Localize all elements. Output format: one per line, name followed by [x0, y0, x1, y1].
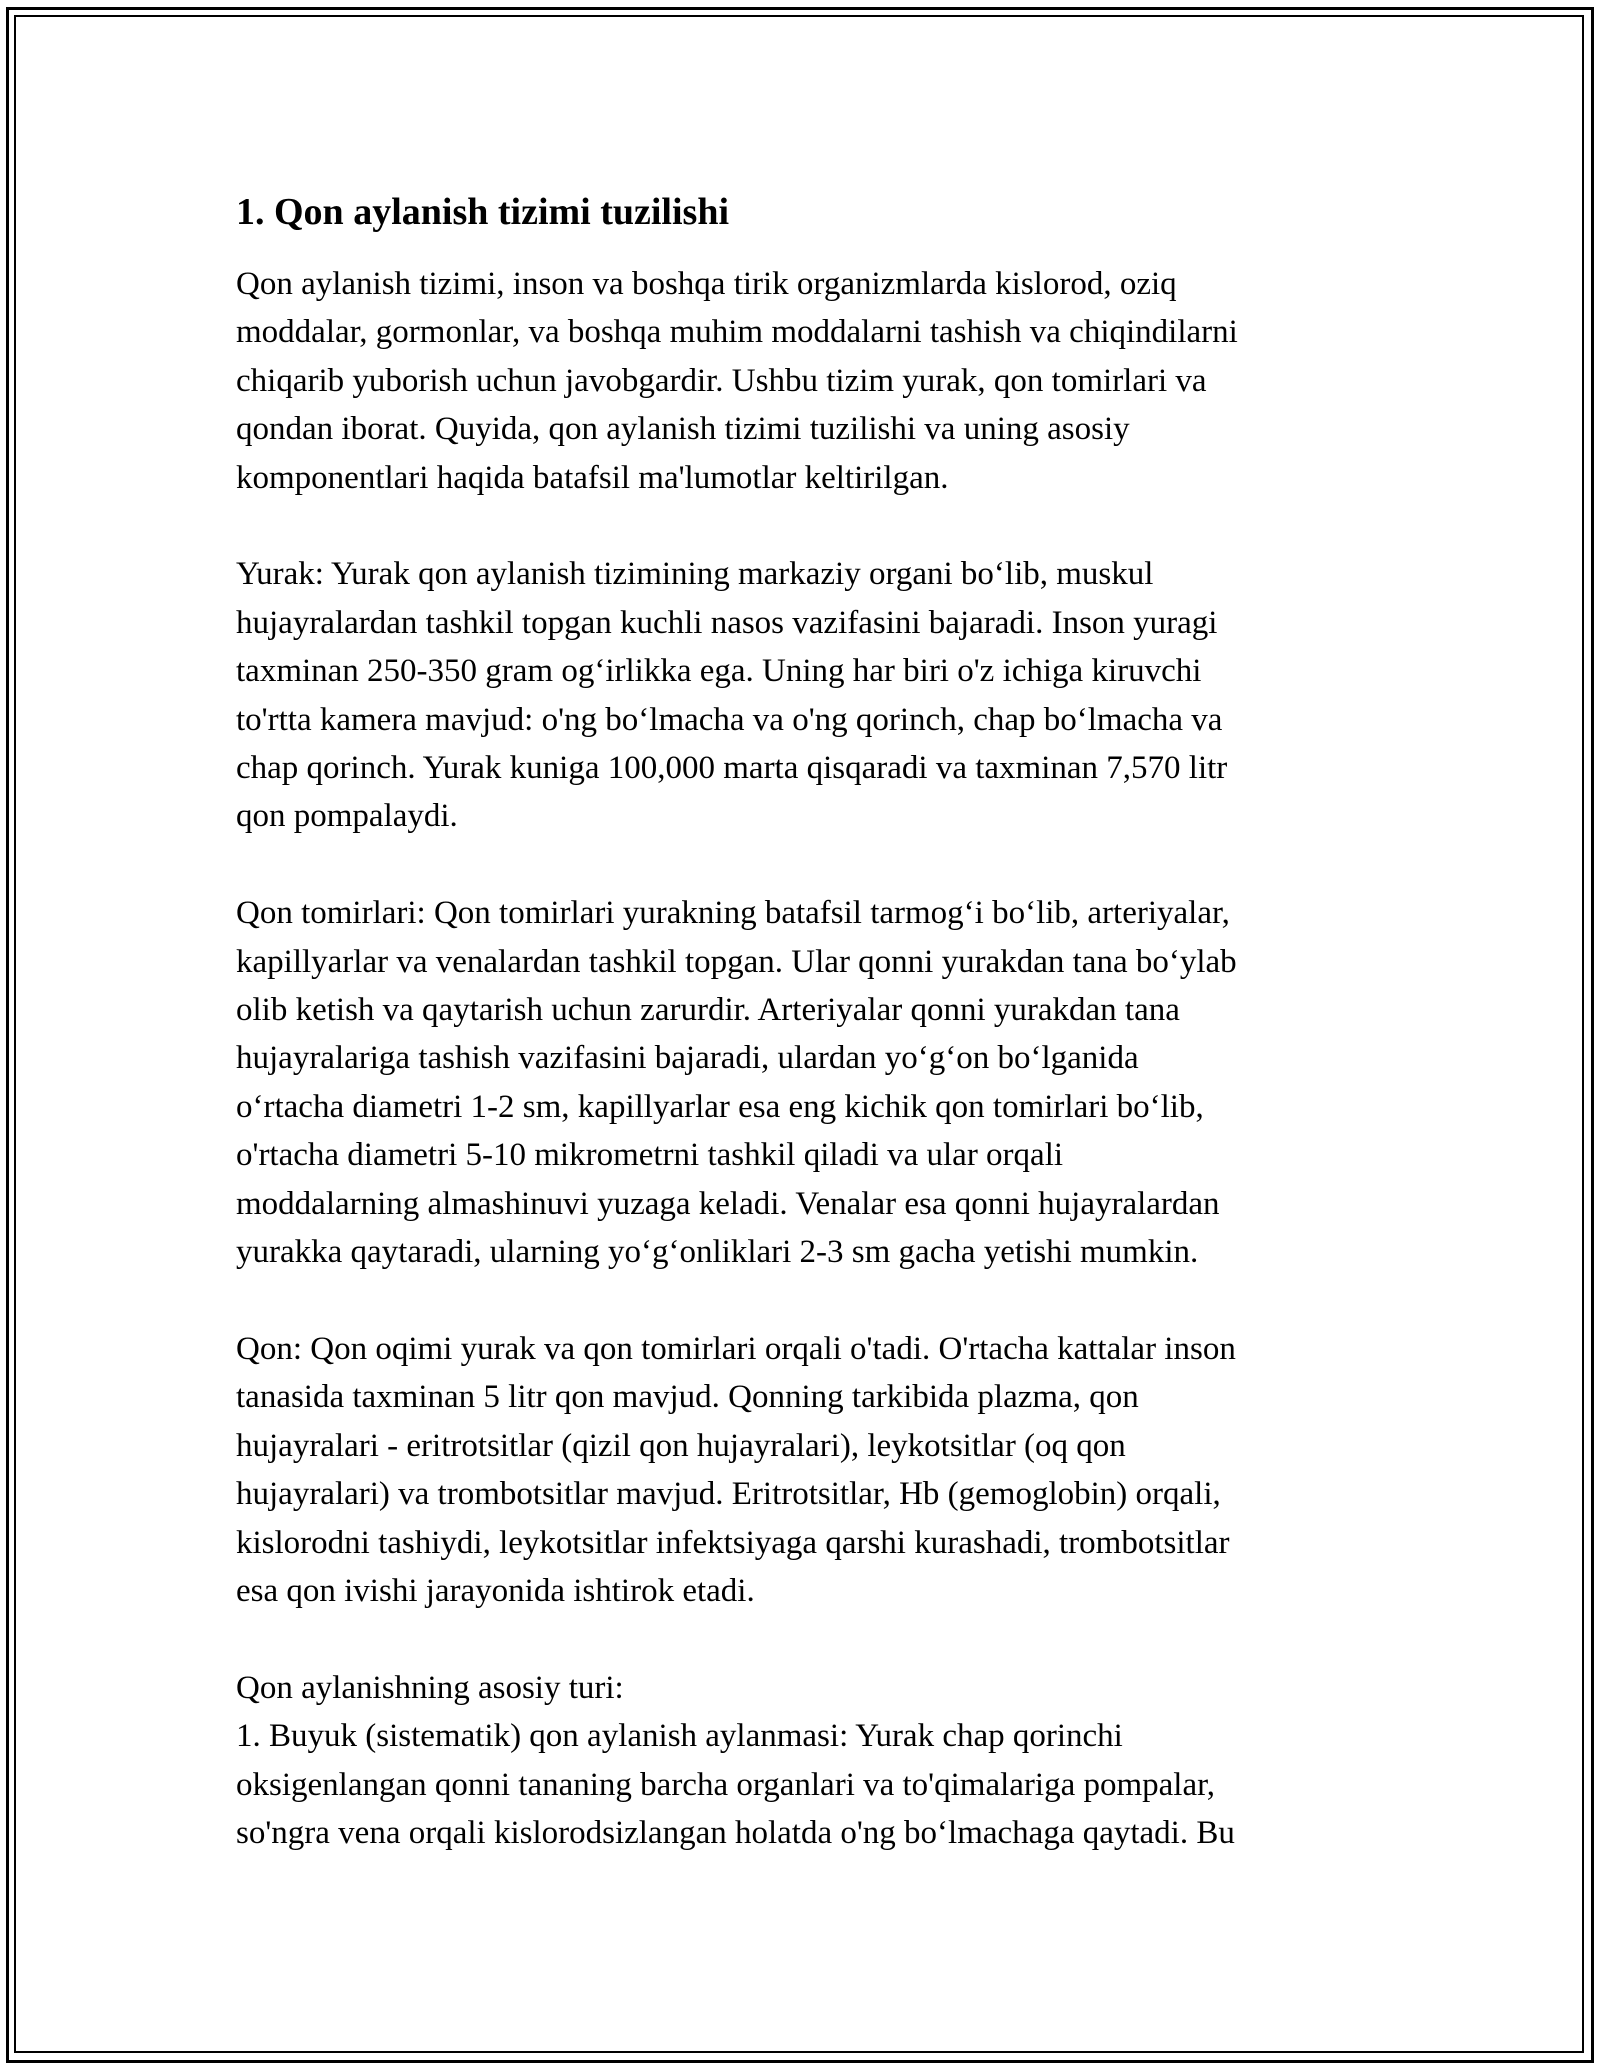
text-line: olib ketish va qaytarish uchun zarurdir. Arteriyalar qonni yurakdan tana [236, 992, 1180, 1029]
text-line: qon pompalaydi. [236, 798, 458, 835]
paragraph-intro [236, 260, 1366, 502]
document-page [236, 188, 1366, 1857]
text-line: hujayralari - eritrotsitlar (qizil qon hujayralari), leykotsitlar (oq qon [236, 1427, 1126, 1464]
text-line: Qon: Qon oqimi yurak va qon tomirlari orqali o'tadi. O'rtacha kattalar inson [236, 1330, 1236, 1367]
text-line: moddalarning almashinuvi yuzaga keladi. Venalar esa qonni hujayralardan [236, 1185, 1220, 1222]
paragraph-vessels [236, 889, 1366, 1276]
text-line: oksigenlangan qonni tananing barcha organlari va to'qimalariga pompalar, [236, 1766, 1216, 1803]
text-line: to'rtta kamera mavjud: o'ng bo‘lmacha va o'ng qorinch, chap bo‘lmacha va [236, 701, 1223, 738]
text-line: hujayralari) va trombotsitlar mavjud. Eritrotsitlar, Hb (gemoglobin) orqali, [236, 1476, 1221, 1513]
text-line: hujayralardan tashkil topgan kuchli nasos vazifasini bajaradi. Inson yuragi [236, 604, 1218, 641]
text-line: o'rtacha diametri 5-10 mikrometrni tashkil qiladi va ular orqali [236, 1137, 1064, 1174]
text-line: Qon tomirlari: Qon tomirlari yurakning batafsil tarmog‘i bo‘lib, arteriyalar, [236, 895, 1230, 932]
text-line: komponentlari haqida batafsil ma'lumotlar keltirilgan. [236, 459, 949, 496]
text-line: tanasida taxminan 5 litr qon mavjud. Qonning tarkibida plazma, qon [236, 1379, 1139, 1416]
text-line: esa qon ivishi jarayonida ishtirok etadi. [236, 1572, 755, 1609]
text-line: yurakka qaytaradi, ularning yo‘g‘onliklari 2-3 sm gacha yetishi mumkin. [236, 1234, 1199, 1271]
text-line: chiqarib yuborish uchun javobgardir. Ushbu tizim yurak, qon tomirlari va [236, 362, 1207, 399]
text-line: Qon aylanish tizimi, inson va boshqa tirik organizmlarda kislorod, oziq [236, 266, 1177, 302]
text-line: kislorodni tashiydi, leykotsitlar infektsiyaga qarshi kurashadi, trombotsitlar [236, 1524, 1230, 1561]
text-line: Yurak: Yurak qon aylanish tizimining markaziy organi bo‘lib, muskul [236, 556, 1154, 593]
list-item [236, 1712, 1366, 1857]
text-line: 1. Buyuk (sistematik) qon aylanish aylanmasi: Yurak chap qorinchi [236, 1718, 1123, 1755]
text-line: so'ngra vena orqali kislorodsizlangan holatda o'ng bo‘lmachaga qaytadi. Bu [236, 1814, 1235, 1851]
text-line: kapillyarlar va venalardan tashkil topgan. Ular qonni yurakdan tana bo‘ylab [236, 943, 1237, 980]
section-title: 1. Qon aylanish tizimi tuzilishi [236, 191, 730, 233]
text-line: qondan iborat. Quyida, qon aylanish tizimi tuzilishi va uning asosiy [236, 411, 1130, 448]
text-line: taxminan 250-350 gram og‘irlikka ega. Uning har biri o'z ichiga kiruvchi [236, 653, 1202, 690]
text-line: hujayralariga tashish vazifasini bajaradi, ulardan yo‘g‘on bo‘lganida [236, 1040, 1139, 1077]
text-line: moddalar, gormonlar, va boshqa muhim moddalarni tashish va chiqindilarni [236, 314, 1238, 351]
text-line: o‘rtacha diametri 1-2 sm, kapillyarlar esa eng kichik qon tomirlari bo‘lib, [236, 1088, 1204, 1125]
paragraph-heart [236, 550, 1366, 840]
list-heading: Qon aylanishning asosiy turi: [236, 1669, 624, 1706]
text-line: chap qorinch. Yurak kuniga 100,000 marta qisqaradi va taxminan 7,570 litr [236, 750, 1228, 787]
paragraph-blood [236, 1325, 1366, 1615]
